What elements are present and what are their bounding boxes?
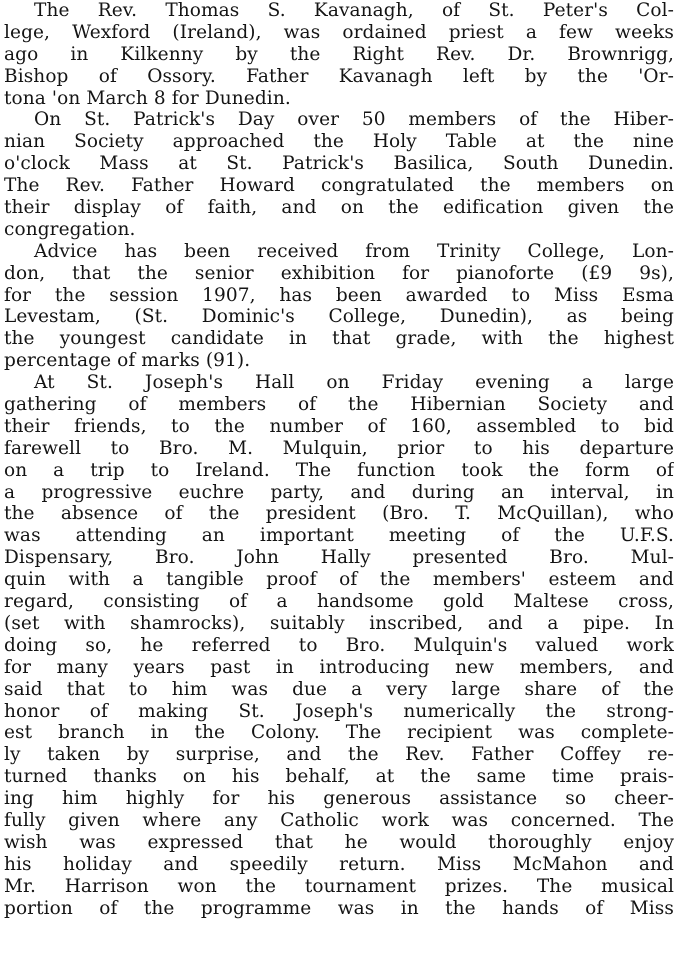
text-line: The Rev. Father Howard congratulated the members on <box>4 175 674 197</box>
text-line: fully given where any Catholic work was concerned. The <box>4 809 674 831</box>
text-line: est branch in the Colony. The recipient was complete- <box>4 722 674 744</box>
text-line: on a trip to Ireland. The function took the form of <box>4 459 674 481</box>
text-line: percentage of marks (91). <box>4 350 251 372</box>
text-line: Levestam, (St. Dominic's College, Dunedin), as being <box>4 306 674 328</box>
text-line: was attending an important meeting of the U.F.S. <box>4 525 674 547</box>
text-line: (set with shamrocks), suitably inscribed, and a pipe. In <box>4 612 674 634</box>
text-line: honor of making St. Joseph's numerically the strong- <box>4 700 674 722</box>
text-line: said that to him was due a very large share of the <box>4 678 674 700</box>
paragraph-ordination <box>4 0 674 109</box>
text-line: quin with a tangible proof of the members' esteem and <box>4 569 674 591</box>
text-line: gathering of members of the Hibernian Society and <box>4 394 674 416</box>
text-line: At St. Joseph's Hall on Friday evening a large <box>34 372 674 394</box>
text-line: On St. Patrick's Day over 50 members of the Hiber- <box>34 109 674 131</box>
text-line: lege, Wexford (Ireland), was ordained priest a few weeks <box>4 21 674 43</box>
text-line: the youngest candidate in that grade, with the highest <box>4 328 674 350</box>
text-line: wish was expressed that he would thoroughly enjoy <box>4 831 674 853</box>
text-line: Advice has been received from Trinity College, Lon- <box>34 240 674 262</box>
text-line: doing so, he referred to Bro. Mulquin's valued work <box>4 634 674 656</box>
text-line: tona 'on March 8 for Dunedin. <box>4 87 291 109</box>
text-line: turned thanks on his behalf, at the same time prais- <box>4 766 674 788</box>
text-line: ing him highly for his generous assistance so cheer- <box>4 788 674 810</box>
text-line: their display of faith, and on the edification given the <box>4 197 674 219</box>
text-line: nian Society approached the Holy Table at the nine <box>4 131 674 153</box>
text-line: his holiday and speedily return. Miss McMahon and <box>4 853 674 875</box>
text-line: ly taken by surprise, and the Rev. Father Coffey re- <box>4 744 674 766</box>
text-line: their friends, to the number of 160, assembled to bid <box>4 415 674 437</box>
paragraph-st-josephs-hall <box>4 372 674 919</box>
paragraph-st-patricks-day <box>4 109 674 240</box>
text-line: congregation. <box>4 218 136 240</box>
text-line: regard, consisting of a handsome gold Maltese cross, <box>4 591 674 613</box>
text-line: a progressive euchre party, and during an interval, in <box>4 481 674 503</box>
text-line: farewell to Bro. M. Mulquin, prior to his departure <box>4 437 674 459</box>
text-line: ago in Kilkenny by the Right Rev. Dr. Brownrigg, <box>4 43 674 65</box>
text-line: Bishop of Ossory. Father Kavanagh left by the 'Or- <box>4 65 674 87</box>
text-line: o'clock Mass at St. Patrick's Basilica, South Dunedin. <box>4 153 674 175</box>
text-line: for many years past in introducing new members, and <box>4 656 674 678</box>
text-line: for the session 1907, has been awarded to Miss Esma <box>4 284 674 306</box>
text-line: portion of the programme was in the hands of Miss <box>4 897 674 919</box>
text-line: Mr. Harrison won the tournament prizes. The musical <box>4 875 674 897</box>
text-line: The Rev. Thomas S. Kavanagh, of St. Peter's Col- <box>34 0 674 21</box>
text-line: the absence of the president (Bro. T. McQuillan), who <box>4 503 674 525</box>
text-line: don, that the senior exhibition for pianoforte (£9 9s), <box>4 262 674 284</box>
paragraph-trinity-college <box>4 241 674 372</box>
text-line: Dispensary, Bro. John Hally presented Bro. Mul- <box>4 547 674 569</box>
